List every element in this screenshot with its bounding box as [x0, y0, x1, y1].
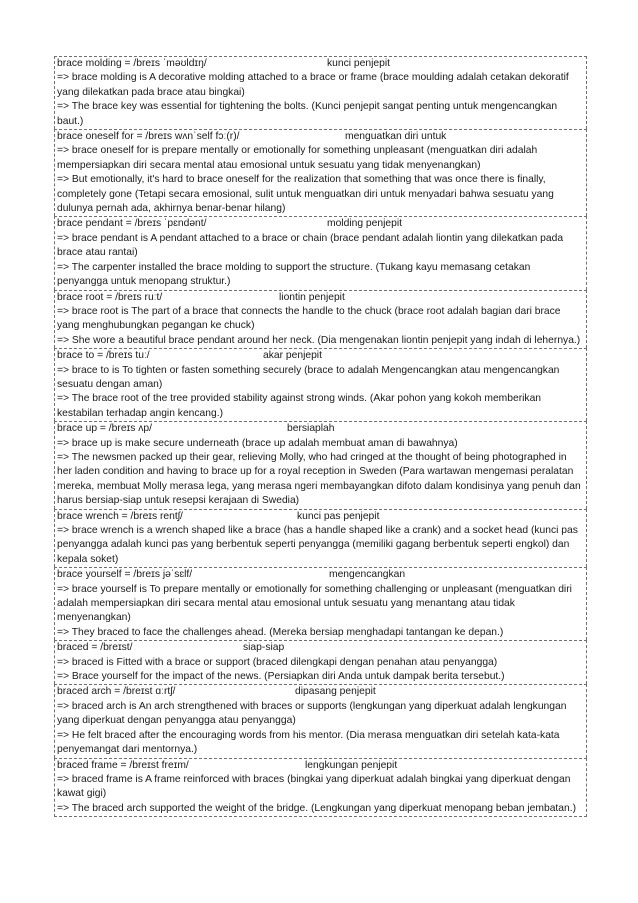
example-line: => The brace root of the tree provided stability against strong winds. (Akar pohon yang kokoh memberikan kestabilan terhadap angin kencang.)	[57, 393, 542, 419]
entry-header	[57, 57, 584, 71]
example-line: => But emotionally, it's hard to brace oneself for the realization that something that was once there is finally, completely gone (Tetapi secara emosional, sulit untuk menguatkan diri untuk menyadari bahwa sesuatu yang dulunya pernah ada, akhirnya benar-benar hilang)	[57, 174, 554, 215]
entry-header	[57, 568, 584, 582]
example-line: => Brace yourself for the impact of the news. (Persiapkan diri Anda untuk dampak berita tersebut.)	[57, 671, 505, 683]
term-meaning: liontin penjepit	[279, 291, 345, 303]
entry-header	[57, 217, 584, 231]
example-line: => The brace key was essential for tightening the bolts. (Kunci penjepit sangat penting untuk mengencangkan baut.)	[57, 101, 558, 127]
term-pronunciation: braced = /breɪst/	[57, 642, 133, 654]
vocabulary-entry	[54, 640, 587, 684]
term-meaning: kunci penjepit	[327, 58, 390, 69]
entry-header	[57, 130, 584, 144]
term-meaning: siap-siap	[243, 642, 285, 654]
vocabulary-entry	[54, 684, 587, 757]
entry-header	[57, 759, 584, 773]
vocabulary-list	[54, 56, 587, 817]
term-pronunciation: brace to = /breɪs tuː/	[57, 350, 150, 362]
example-line: => The braced arch supported the weight of the bridge. (Lengkungan yang diperkuat menopang beban jembatan.)	[57, 802, 577, 814]
term-pronunciation: brace pendant = /breɪs ˈpɛndənt/	[57, 218, 207, 230]
entry-header	[57, 291, 584, 305]
term-meaning: menguatkan diri untuk	[345, 131, 447, 143]
definition-line: => brace oneself for is prepare mentally or emotionally for something unpleasant (menguatkan diri adalah mempersiapkan diri secara mental atau emosional untuk sesuatu yang tidak menyenangkan)	[57, 145, 538, 171]
term-meaning: mengencangkan	[329, 569, 406, 581]
example-line: => She wore a beautiful brace pendant around her neck. (Dia mengenakan liontin penjepit yang indah di lehernya.)	[57, 334, 581, 346]
vocabulary-entry	[54, 758, 587, 818]
definition-line: => braced is Fitted with a brace or support (braced dilengkapi dengan penahan atau penyangga)	[57, 656, 498, 668]
example-line: => They braced to face the challenges ahead. (Mereka bersiap menghadapi tantangan ke depan.)	[57, 626, 504, 638]
entry-header	[57, 641, 584, 655]
term-pronunciation: braced frame = /breɪst freɪm/	[57, 759, 189, 771]
definition-line: => brace up is make secure underneath (brace up adalah membuat aman di bawahnya)	[57, 437, 458, 449]
entry-header	[57, 685, 584, 699]
term-pronunciation: brace molding = /breɪs ˈməʊldɪŋ/	[57, 58, 207, 69]
entry-header	[57, 349, 584, 363]
vocabulary-entry	[54, 421, 587, 508]
definition-line: => braced frame is A frame reinforced with braces (bingkai yang diperkuat adalah bingkai yang diperkuat dengan kawat gigi)	[57, 773, 571, 800]
entry-header	[57, 422, 584, 436]
example-line: => The carpenter installed the brace molding to support the structure. (Tukang kayu memasang cetakan penyangga untuk menopang struktur.)	[57, 261, 531, 288]
term-meaning: dipasang penjepit	[295, 686, 376, 698]
term-pronunciation: braced arch = /breɪst ɑːrtʃ/	[57, 686, 176, 698]
example-line: => The newsmen packed up their gear, relieving Molly, who had cringed at the thought of being photographed in her laden condition and having to brace up for a royal reception in Sweden (Para wartawan mengemasi peralatan mereka, membuat Molly merasa lega, yang merasa ngeri membayangkan difoto dalam kondisinya yang penuh dan harus bersiap-siap untuk resepsi kerajaan di Swedia)	[57, 451, 581, 507]
term-meaning: molding penjepit	[327, 218, 402, 230]
vocabulary-entry	[54, 129, 587, 216]
vocabulary-entry	[54, 290, 587, 349]
term-meaning: akar penjepit	[263, 350, 322, 362]
term-meaning: bersiaplah	[287, 423, 335, 435]
vocabulary-entry	[54, 567, 587, 640]
vocabulary-entry	[54, 216, 587, 289]
definition-line: => brace wrench is a wrench shaped like a brace (has a handle shaped like a crank) and a socket head (kunci pas penyangga adalah kunci pas yang berbentuk seperti penyangga (memiliki gagang berbentuk seperti engkol) dan kepala soket)	[57, 525, 578, 565]
vocabulary-entry	[54, 509, 587, 568]
definition-line: => brace yourself is To prepare mentally or emotionally for something challenging or unpleasant (menguatkan diri adalah mempersiapkan diri secara mental atau emosional untuk sesuatu yang menantang atau tidak menyenangkan)	[57, 583, 572, 624]
vocabulary-entry	[54, 348, 587, 421]
definition-line: => brace root is The part of a brace that connects the handle to the chuck (brace root adalah bagian dari brace yang menghubungkan pegangan ke chuck)	[57, 305, 561, 332]
definition-line: => braced arch is An arch strengthened with braces or supports (lengkungan yang diperkuat adalah lengkungan yang diperkuat dengan penyangga atau penyangga)	[57, 700, 567, 727]
term-pronunciation: brace root = /breɪs ruːt/	[57, 291, 163, 303]
term-pronunciation: brace up = /breɪs ʌp/	[57, 423, 152, 435]
term-meaning: kunci pas penjepit	[297, 510, 380, 522]
definition-line: => brace pendant is A pendant attached to a brace or chain (brace pendant adalah liontin yang dilekatkan pada brace atau rantai)	[57, 232, 564, 259]
definition-line: => brace to is To tighten or fasten something securely (brace to adalah Mengencangkan atau mengencangkan sesuatu dengan aman)	[57, 364, 560, 390]
term-pronunciation: brace oneself for = /breɪs wʌnˈself fɔː(r)/	[57, 131, 240, 143]
entry-header	[57, 510, 584, 524]
term-pronunciation: brace yourself = /breɪs jəˈsɛlf/	[57, 569, 193, 581]
term-pronunciation: brace wrench = /breɪs rentʃ/	[57, 510, 183, 522]
example-line: => He felt braced after the encouraging words from his mentor. (Dia merasa menguatkan diri setelah kata-kata penyemangat dari mentornya.)	[57, 729, 560, 756]
definition-line: => brace molding is A decorative molding attached to a brace or frame (brace moulding adalah cetakan dekoratif yang dilekatkan pada brace atau bingkai)	[57, 72, 569, 98]
term-meaning: lengkungan penjepit	[305, 759, 398, 771]
vocabulary-entry	[54, 56, 587, 129]
